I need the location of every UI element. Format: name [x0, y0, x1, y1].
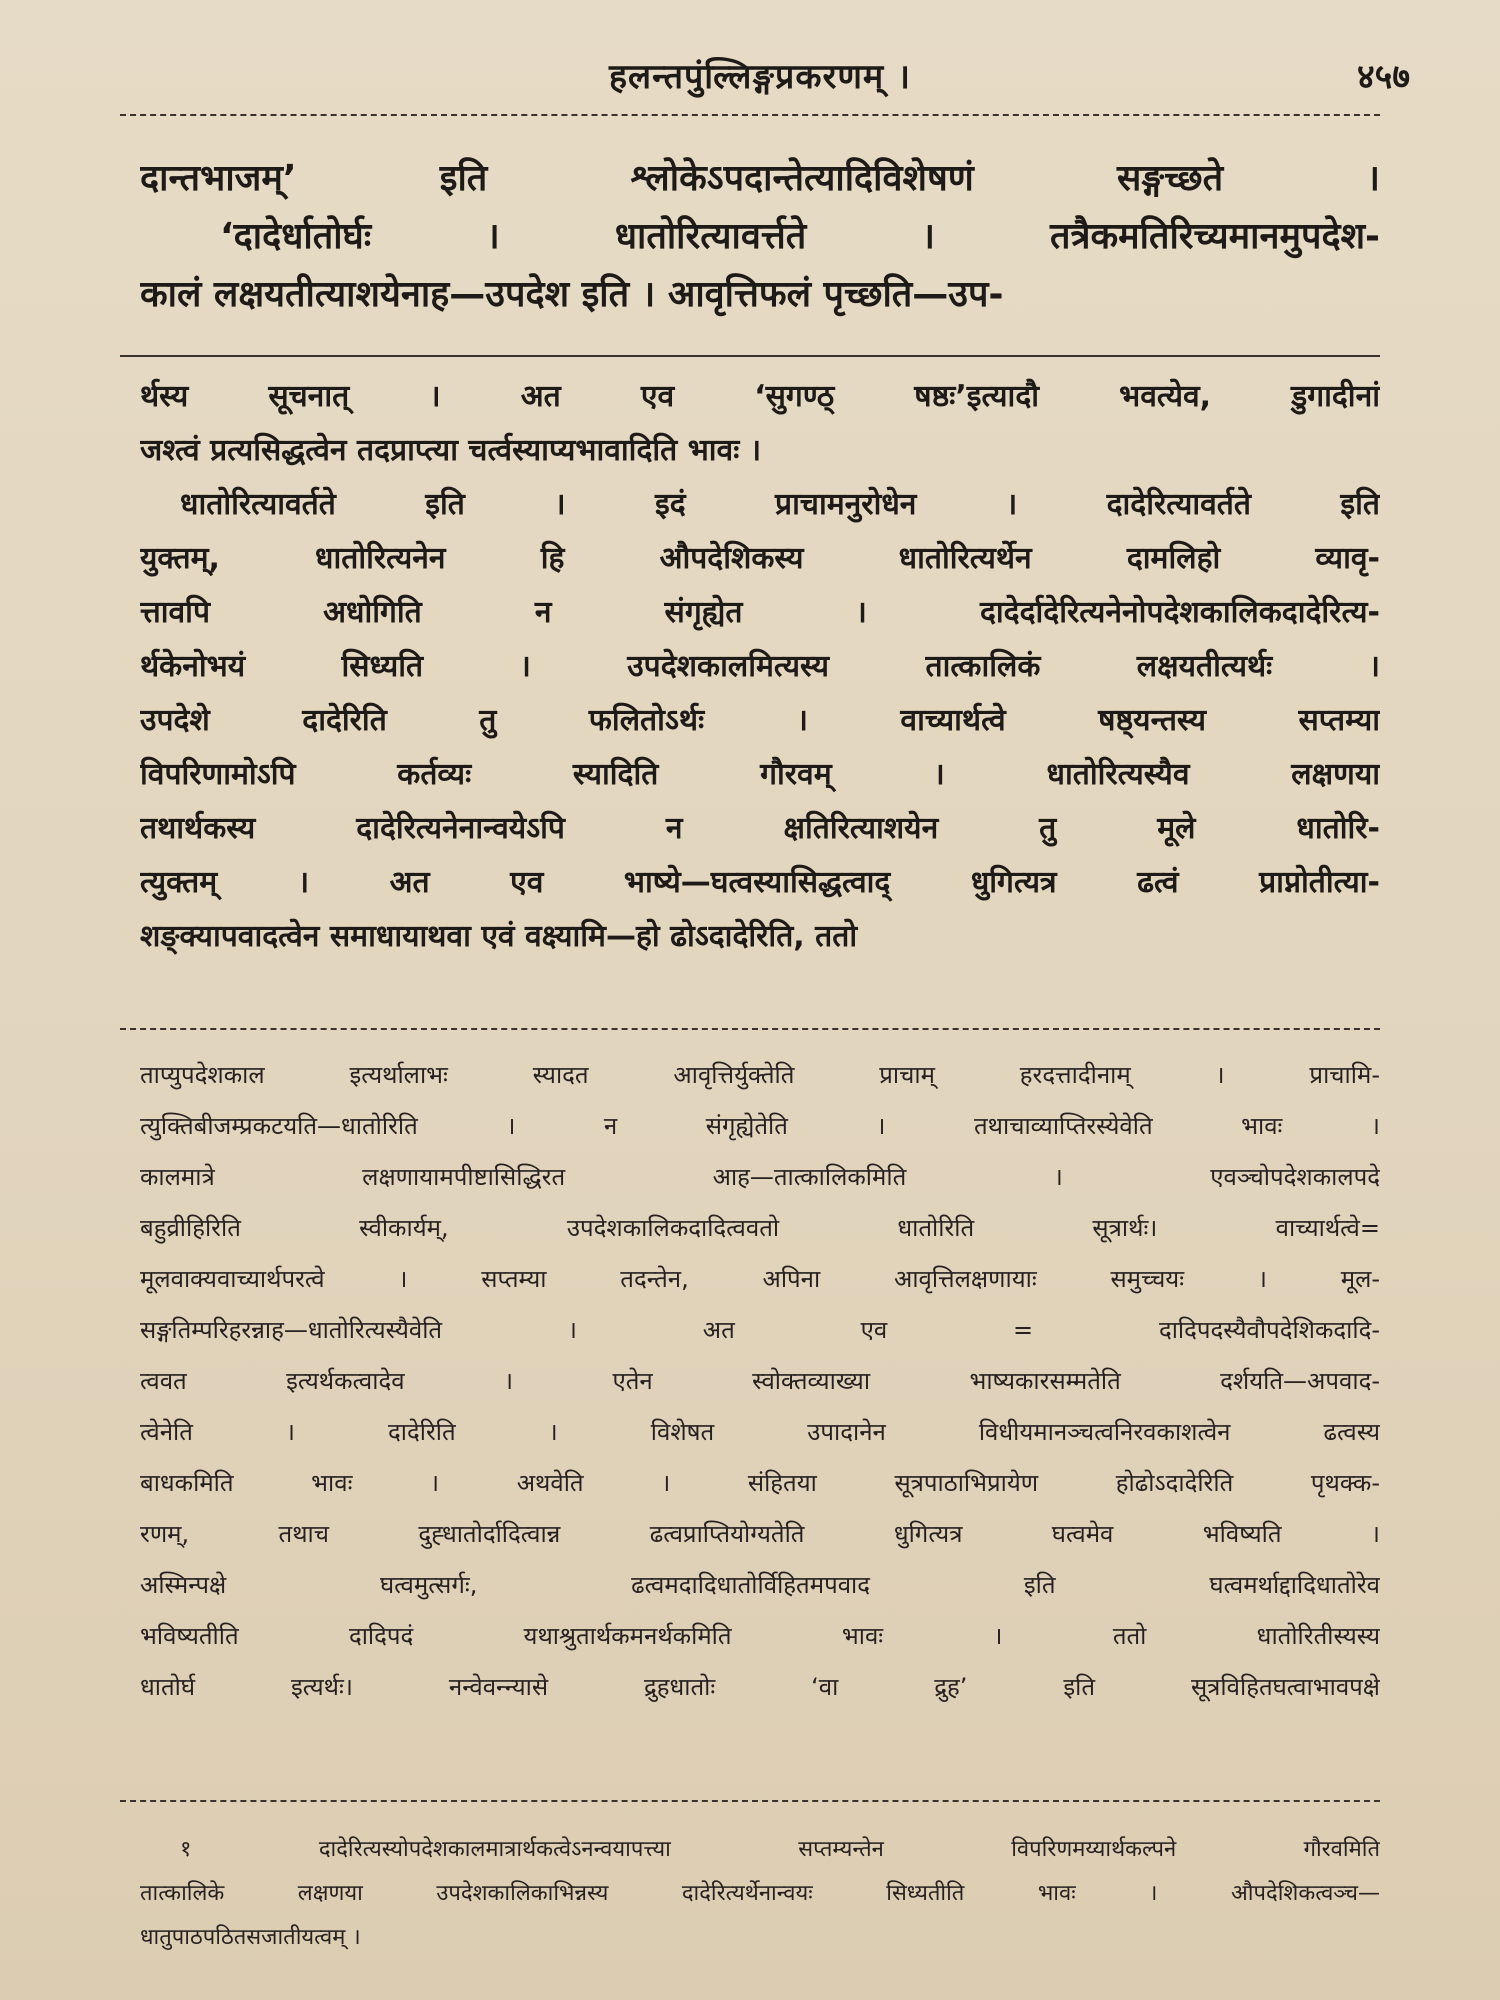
text-line: तथार्थकस्य दादेरित्यनेनान्वयेऽपि न क्षतिरित्याशयेन तु मूले धातोरि-: [140, 811, 1380, 846]
text-line: ताप्युपदेशकाल इत्यर्थालाभः स्यादत आवृत्तिर्युक्तेति प्राचाम् हरदत्तादीनाम् । प्राचामि-: [140, 1061, 1380, 1089]
text-line: शङ्क्यापवादत्वेन समाधायाथवा एवं वक्ष्यामि—हो ढोऽदादेरिति, ततो: [140, 919, 858, 954]
text-line: उपदेशे दादेरिति तु फलितोऽर्थः । वाच्यार्थत्वे षष्ठ्यन्तस्य सप्तम्या: [140, 703, 1380, 738]
section-dashed-rule: [120, 1028, 1380, 1030]
running-head: हलन्तपुंल्लिङ्गप्रकरणम् ।: [609, 57, 911, 97]
text-line: अस्मिन्पक्षे घत्वमुत्सर्गः, ढत्वमदादिधातोर्विहितमपवाद इति घत्वमर्थाद्दादिधातोरेव: [140, 1571, 1380, 1599]
header-dashed-rule: [120, 114, 1380, 116]
section-rule: [120, 355, 1380, 357]
text-line: धातोर्घ इत्यर्थः। नन्वेवन्न्यासे द्रुहधातोः ‘वा द्रुह’ इति सूत्रविहितघत्वाभावपक्षे: [140, 1673, 1380, 1701]
text-line: सङ्गतिम्परिहरन्नाह—धातोरित्यस्यैवेति । अत एव = दादिपदस्यैवौपदेशिकदादि-: [140, 1316, 1380, 1344]
text-line: युक्तम्, धातोरित्यनेन हि औपदेशिकस्य धातोरित्यर्थेन दामलिहो व्यावृ-: [140, 541, 1380, 576]
footnote-line: १ दादेरित्यस्योपदेशकालमात्रार्थकत्वेऽनन्वयापत्त्या सप्तम्यन्तेन विपरिणमय्यार्थकल्पने गौरवमिति: [180, 1837, 1380, 1862]
text-line: भविष्यतीति दादिपदं यथाश्रुतार्थकमनर्थकमिति भावः । ततो धातोरितीस्यस्य: [140, 1622, 1380, 1650]
text-line: रणम्, तथाच दुह्धातोर्दादित्वान्न ढत्वप्राप्तियोग्यतेति धुगित्यत्र घत्वमेव भविष्यति ।: [140, 1520, 1380, 1548]
text-line: त्युक्तिबीजम्प्रकटयति—धातोरिति । न संगृह्येतेति । तथाचाव्याप्तिरस्येवेति भावः ।: [140, 1112, 1380, 1140]
text-line: त्तावपि अधोगिति न संगृह्येत । दादेर्दादेरित्यनेनोपदेशकालिकदादेरित्य-: [140, 595, 1380, 630]
footnote-block: [140, 1828, 1380, 1960]
sub-commentary-block: [140, 1050, 1380, 1713]
text-line: कालमात्रे लक्षणायामपीष्टासिद्धिरत आह—तात्कालिकमिति । एवञ्चोपदेशकालपदे: [140, 1163, 1380, 1191]
text-line: विपरिणामोऽपि कर्तव्यः स्यादिति गौरवम् । धातोरित्यस्यैव लक्षणया: [140, 757, 1380, 792]
footnote-line: धातुपाठपठितसजातीयत्वम् ।: [140, 1925, 361, 1950]
text-line: बहुव्रीहिरिति स्वीकार्यम्, उपदेशकालिकदादित्ववतो धातोरिति सूत्रार्थः। वाच्यार्थत्वे=: [140, 1214, 1380, 1242]
page-header: [110, 46, 1410, 106]
text-line: मूलवाक्यवाच्यार्थपरत्वे । सप्तम्या तदन्तेन, अपिना आवृत्तिलक्षणायाः समुच्चयः । मूल-: [140, 1265, 1380, 1293]
text-line: र्थस्य सूचनात् । अत एव ‘सुगण्ठ् षष्ठः’इत्यादौ भवत्येव, डुगादीनां: [140, 379, 1380, 414]
text-line: त्ववत इत्यर्थकत्वादेव । एतेन स्वोक्तव्याख्या भाष्यकारसम्मतेति दर्शयति—अपवाद-: [140, 1367, 1380, 1395]
text-line: र्थकेनोभयं सिध्यति । उपदेशकालमित्यस्य तात्कालिकं लक्षयतीत्यर्थः ।: [140, 649, 1380, 684]
text-line: त्युक्तम् । अत एव भाष्ये—घत्वस्यासिद्धत्वाद् धुगित्यत्र ढत्वं प्राप्नोतीत्या-: [140, 865, 1380, 900]
text-line: ‘दादेर्धातोर्घः । धातोरित्यावर्त्तते । तत्रैकमतिरिच्यमानमुपदेश-: [220, 216, 1380, 257]
mula-text-block: [140, 150, 1380, 324]
text-line: बाधकमिति भावः । अथवेति । संहितया सूत्रपाठाभिप्रायेण होढोऽदादेरिति पृथक्क-: [140, 1469, 1380, 1497]
commentary-block: [140, 370, 1380, 964]
page-number: ४५७: [1356, 57, 1410, 97]
text-line: जश्त्वं प्रत्यसिद्धत्वेन तदप्राप्त्या चर्त्वस्याप्यभावादिति भावः ।: [140, 433, 762, 468]
text-line: कालं लक्षयतीत्याशयेनाह—उपदेश इति । आवृत्तिफलं पृच्छति—उप-: [140, 274, 1004, 315]
footnote-line: तात्कालिके लक्षणया उपदेशकालिकाभिन्नस्य दादेरित्यर्थेनान्वयः सिध्यतीति भावः । औपदेशिकत्वञ्च—: [140, 1881, 1380, 1906]
text-line: दान्तभाजम्’ इति श्लोकेऽपदान्तेत्यादिविशेषणं सङ्गच्छते ।: [140, 158, 1380, 199]
footnote-dashed-rule: [120, 1800, 1380, 1802]
text-line: धातोरित्यावर्तते इति । इदं प्राचामनुरोधेन । दादेरित्यावर्तते इति: [180, 487, 1380, 522]
text-line: त्वेनेति । दादेरिति । विशेषत उपादानेन विधीयमानञ्चत्वनिरवकाशत्वेन ढत्वस्य: [140, 1418, 1380, 1446]
